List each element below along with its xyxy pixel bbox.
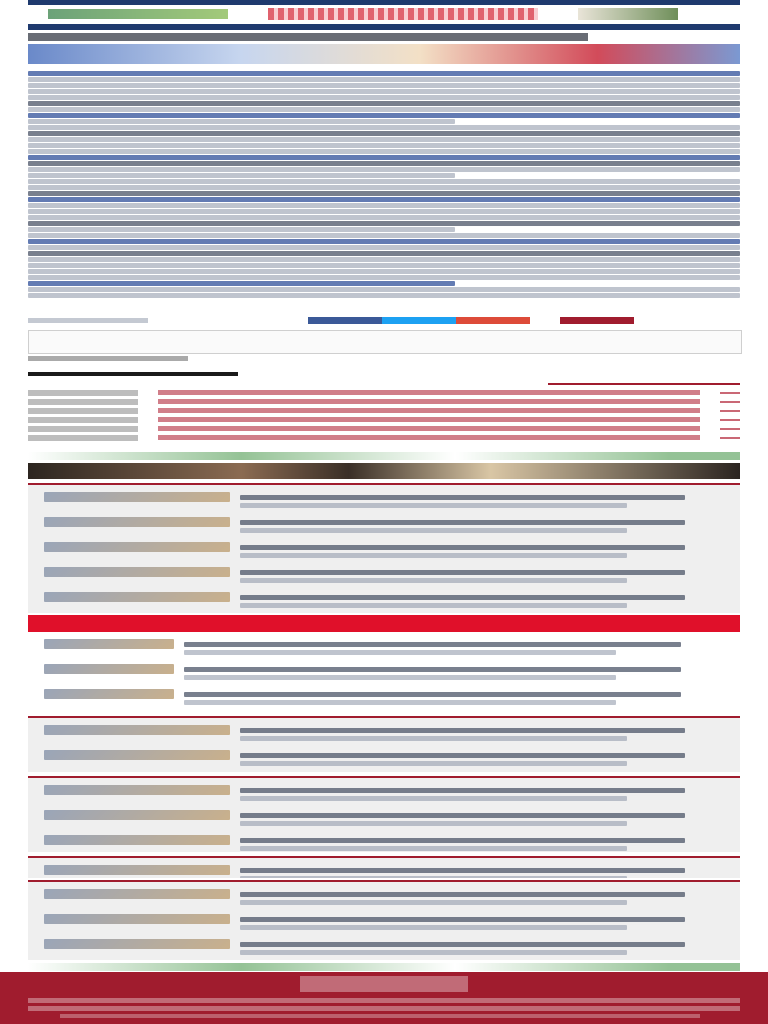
news-item[interactable] — [28, 514, 740, 539]
news-headline — [240, 914, 724, 933]
related-title — [158, 399, 700, 404]
news-thumbnail — [44, 865, 230, 875]
article-text-line — [28, 269, 740, 274]
news-thumbnail — [44, 664, 174, 674]
comments-label — [28, 356, 188, 361]
related-item[interactable] — [28, 388, 740, 397]
news-thumbnail — [44, 592, 230, 602]
article-text-line — [28, 227, 455, 232]
article-text-line — [28, 83, 740, 88]
related-list — [28, 388, 740, 448]
news-thumbnail — [44, 750, 230, 760]
related-title — [158, 417, 700, 422]
news-item[interactable] — [28, 686, 740, 711]
share-bar — [28, 316, 740, 324]
comments-divider — [28, 372, 238, 376]
article-text-line — [28, 95, 740, 100]
article-text-line — [28, 71, 740, 76]
related-header-line — [548, 383, 740, 385]
related-thumb — [28, 408, 138, 414]
section-1 — [28, 483, 740, 613]
footer-text-2 — [28, 1006, 740, 1011]
news-item[interactable] — [28, 636, 740, 661]
related-title — [158, 435, 700, 440]
site-footer — [0, 972, 768, 1024]
site-logo[interactable] — [48, 9, 228, 19]
top-strip — [28, 0, 740, 5]
article-body — [28, 70, 740, 310]
news-item[interactable] — [28, 722, 740, 747]
article-text-line — [28, 143, 740, 148]
article-title — [28, 33, 588, 41]
related-item[interactable] — [28, 424, 740, 433]
news-headline — [240, 865, 724, 878]
news-thumbnail — [44, 725, 230, 735]
news-thumbnail — [44, 567, 230, 577]
news-headline — [184, 689, 724, 708]
article-text-line — [28, 155, 740, 160]
article-text-line — [28, 281, 455, 286]
article-title-area — [28, 31, 740, 43]
article-text-block — [28, 71, 740, 298]
news-item[interactable] — [28, 862, 740, 878]
news-thumbnail — [44, 689, 174, 699]
news-headline — [240, 810, 724, 829]
twitter-share-button[interactable] — [382, 317, 456, 324]
article-text-line — [28, 185, 740, 190]
news-headline — [240, 517, 724, 536]
article-text-line — [28, 173, 455, 178]
article-text-line — [28, 293, 740, 298]
hero-image — [28, 44, 740, 64]
related-title — [158, 390, 700, 395]
article-text-line — [28, 263, 740, 268]
related-item[interactable] — [28, 406, 740, 415]
section-6 — [28, 880, 740, 960]
news-item[interactable] — [28, 911, 740, 936]
news-item[interactable] — [28, 807, 740, 832]
news-headline — [240, 889, 724, 908]
related-title — [158, 408, 700, 413]
news-item[interactable] — [28, 711, 740, 712]
article-text-line — [28, 149, 740, 154]
related-arrow-icon — [720, 392, 740, 394]
news-item[interactable] — [28, 589, 740, 613]
article-text-line — [28, 137, 740, 142]
related-title — [158, 426, 700, 431]
related-item[interactable] — [28, 415, 740, 424]
news-item[interactable] — [28, 661, 740, 686]
related-arrow-icon — [720, 401, 740, 403]
news-thumbnail — [44, 939, 230, 949]
site-header — [28, 6, 740, 22]
news-thumbnail — [44, 492, 230, 502]
article-text-line — [28, 209, 740, 214]
share-label — [28, 318, 148, 323]
news-item[interactable] — [28, 782, 740, 807]
ad-banner-bottom[interactable] — [28, 963, 740, 971]
related-arrow-icon — [720, 419, 740, 421]
news-headline — [240, 567, 724, 586]
related-arrow-icon — [720, 428, 740, 430]
related-thumb — [28, 390, 138, 396]
article-text-line — [28, 89, 740, 94]
news-headline — [184, 639, 724, 658]
section-2 — [28, 632, 740, 712]
section-5 — [28, 856, 740, 878]
article-text-line — [28, 119, 455, 124]
article-text-line — [28, 233, 740, 238]
video-banner[interactable] — [28, 463, 740, 479]
article-text-line — [28, 101, 740, 106]
article-text-line — [28, 77, 740, 82]
red-banner[interactable] — [28, 615, 740, 632]
related-thumb — [28, 435, 138, 441]
nav-bar — [28, 24, 740, 30]
article-text-line — [28, 191, 740, 196]
email-share-button[interactable] — [560, 317, 634, 324]
related-thumb — [28, 426, 138, 432]
news-item[interactable] — [28, 832, 740, 852]
article-text-line — [28, 275, 740, 280]
article-text-line — [28, 131, 740, 136]
header-ad[interactable] — [578, 8, 678, 20]
news-thumbnail — [44, 517, 230, 527]
news-thumbnail — [44, 835, 230, 845]
article-text-line — [28, 251, 740, 256]
news-item[interactable] — [28, 936, 740, 960]
article-text-line — [28, 167, 740, 172]
article-text-line — [28, 197, 740, 202]
article-text-line — [28, 257, 740, 262]
facebook-share-button[interactable] — [308, 317, 382, 324]
google-share-button[interactable] — [456, 317, 530, 324]
article-text-line — [28, 113, 740, 118]
footer-text — [28, 998, 740, 1003]
header-banner[interactable] — [268, 8, 538, 20]
news-headline — [240, 785, 724, 804]
related-item[interactable] — [28, 397, 740, 406]
related-arrow-icon — [720, 410, 740, 412]
related-thumb — [28, 417, 138, 423]
news-item[interactable] — [28, 564, 740, 589]
article-text-line — [28, 215, 740, 220]
news-headline — [240, 939, 724, 958]
article-text-line — [28, 107, 740, 112]
ad-banner-top[interactable] — [28, 452, 740, 460]
section-3 — [28, 716, 740, 772]
comment-box[interactable] — [28, 330, 742, 354]
section-4 — [28, 776, 740, 852]
article-text-line — [28, 221, 740, 226]
news-headline — [240, 750, 724, 769]
footer-logo[interactable] — [300, 976, 468, 992]
article-text-line — [28, 245, 740, 250]
article-text-line — [28, 125, 740, 130]
news-item[interactable] — [28, 886, 740, 911]
news-item[interactable] — [28, 747, 740, 772]
article-text-line — [28, 239, 740, 244]
news-thumbnail — [44, 889, 230, 899]
news-item[interactable] — [28, 489, 740, 514]
news-headline — [240, 542, 724, 561]
article-text-line — [28, 161, 740, 166]
news-thumbnail — [44, 810, 230, 820]
related-thumb — [28, 399, 138, 405]
news-headline — [240, 835, 724, 852]
article-text-line — [28, 179, 740, 184]
news-headline — [240, 725, 724, 744]
news-headline — [240, 492, 724, 511]
news-thumbnail — [44, 639, 174, 649]
news-headline — [240, 592, 724, 611]
news-thumbnail — [44, 785, 230, 795]
related-arrow-icon — [720, 437, 740, 439]
article-text-line — [28, 287, 740, 292]
news-headline — [184, 664, 724, 683]
footer-text-3 — [60, 1014, 700, 1018]
article-text-line — [28, 203, 740, 208]
news-thumbnail — [44, 542, 230, 552]
related-item[interactable] — [28, 433, 740, 442]
news-thumbnail — [44, 914, 230, 924]
news-item[interactable] — [28, 539, 740, 564]
